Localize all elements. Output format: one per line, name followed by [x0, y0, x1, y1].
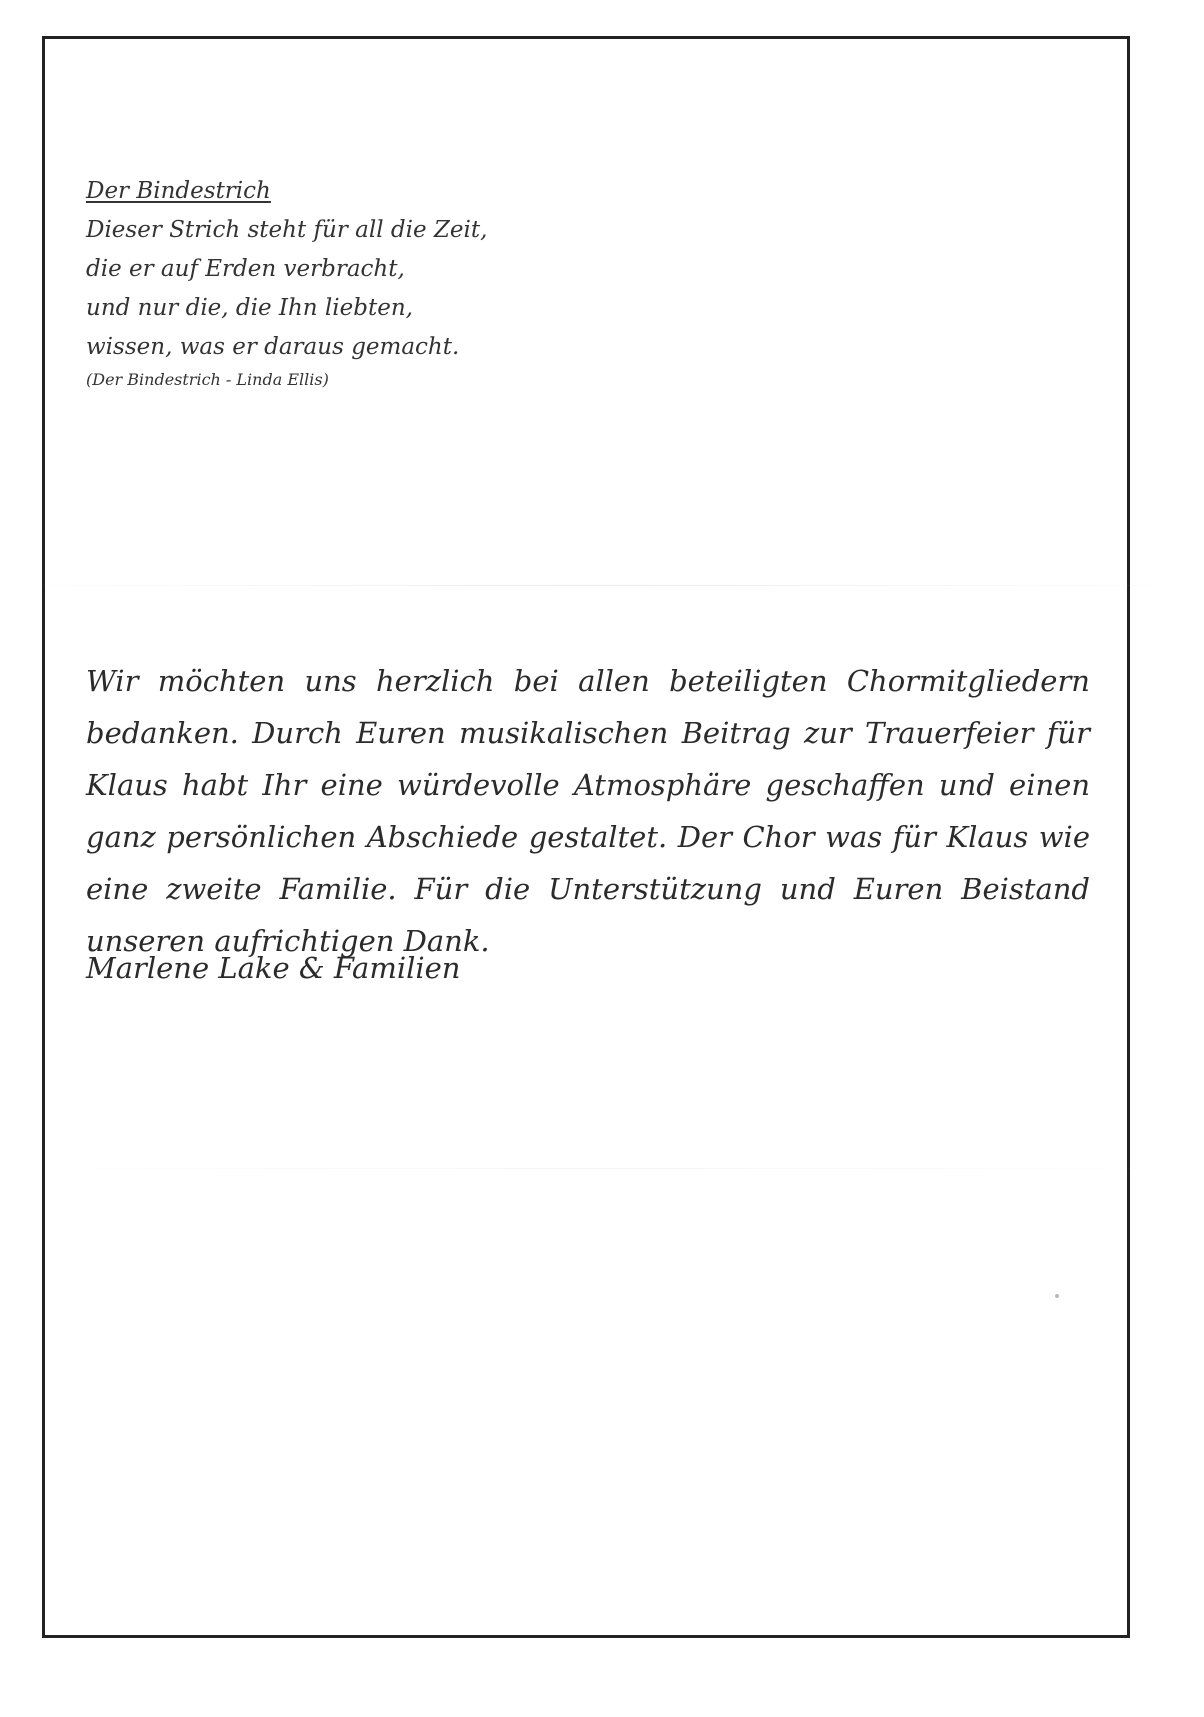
fold-crease-bottom [0, 1168, 1204, 1169]
signature: Marlene Lake & Familien [86, 951, 461, 985]
poem-line: die er auf Erden verbracht, [86, 256, 405, 282]
thank-you-message: Wir möchten uns herzlich bei allen beteiligten Chormitgliedern bedanken. Durch Euren musikalischen Beitrag zur Trauerfeier für Klaus habt Ihr eine würdevolle Atmosphäre geschaffen und einen ganz persönlichen Abschiede gestaltet. Der Chor was für Klaus wie eine zweite Familie. Für die Unterstützung und Euren Beistand unseren aufrichtigen Dank. [86, 664, 1090, 958]
poem-block [86, 172, 606, 391]
poem-line: und nur die, die Ihn liebten, [86, 295, 413, 321]
poem-line: wissen, was er daraus gemacht. [86, 334, 460, 360]
poem-line: Dieser Strich steht für all die Zeit, [86, 217, 488, 243]
poem-title: Der Bindestrich [86, 178, 271, 204]
fold-crease-top [0, 585, 1204, 586]
paper-speck [1055, 1294, 1059, 1298]
poem-credit: (Der Bindestrich - Linda Ellis) [86, 370, 329, 389]
